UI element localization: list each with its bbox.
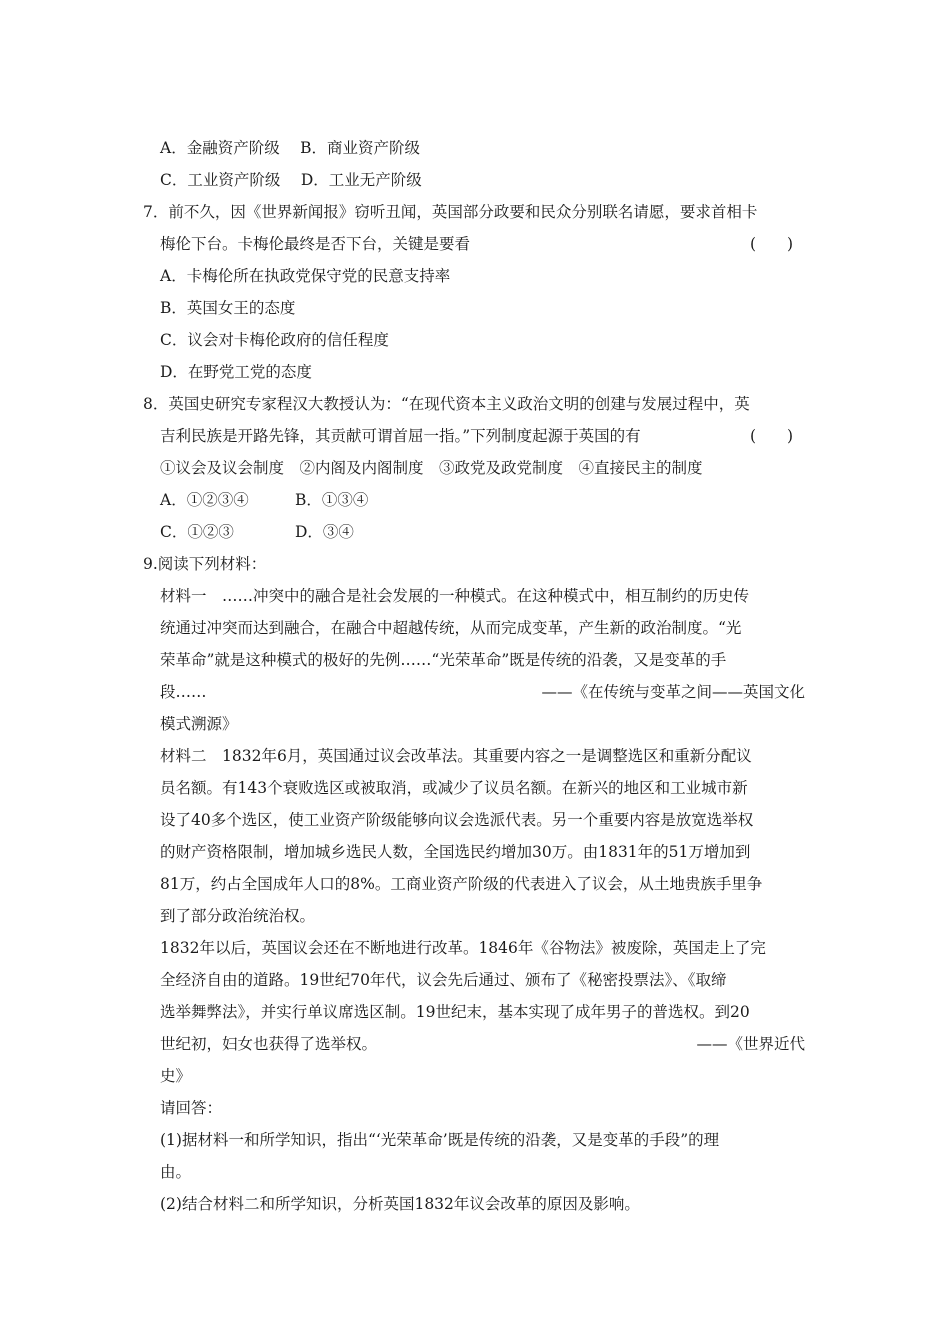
q6-option-a[interactable]: A．金融资产阶级 (160, 139, 280, 157)
q7-stem-line2: 梅伦下台。卡梅伦最终是否下台，关键是要看 (160, 235, 471, 253)
q8-option-c[interactable]: C．①②③ (160, 523, 234, 541)
q9-sub1-line2: 由。 (160, 1163, 192, 1181)
q9-material1-source-cont: 模式溯源》 (160, 715, 238, 733)
q9-material2-source-cont: 史》 (160, 1067, 192, 1085)
q9-material1-line3: 荣革命”就是这种模式的极好的先例……“光荣革命”既是传统的沿袭，又是变革的手 (160, 651, 727, 669)
q9-material2-line6: 到了部分政治统治权。 (160, 907, 316, 925)
q7-stem-line1: 7．前不久，因《世界新闻报》窃听丑闻，英国部分政要和民众分别联名请愿，要求首相卡 (143, 203, 758, 221)
q9-sub1-line1: (1)据材料一和所学知识，指出“‘光荣革命’既是传统的沿袭，又是变革的手段”的理 (160, 1131, 720, 1149)
q8-option-d[interactable]: D．③④ (295, 523, 354, 541)
q8-option-a[interactable]: A．①②③④ (160, 491, 249, 509)
q8-answer-blank: ( ) (750, 427, 794, 445)
q9-material1-line2: 统通过冲突而达到融合，在融合中超越传统，从而完成变革，产生新的政治制度。“光 (160, 619, 742, 637)
q9-material2-line9: 选举舞弊法》，并实行单议席选区制。19世纪末，基本实现了成年男子的普选权。到20 (160, 1003, 750, 1021)
q7-option-a[interactable]: A．卡梅伦所在执政党保守党的民意支持率 (160, 267, 451, 285)
q9-sub2: (2)结合材料二和所学知识，分析英国1832年议会改革的原因及影响。 (160, 1195, 640, 1213)
q9-ask: 请回答： (160, 1099, 223, 1117)
q9-material2-line2: 员名额。有143个衰败选区或被取消，或减少了议员名额。在新兴的地区和工业城市新 (160, 779, 748, 797)
q7-option-d[interactable]: D．在野党工党的态度 (160, 363, 312, 381)
q6-options-row1 (160, 138, 420, 158)
q7-answer-blank: ( ) (750, 235, 794, 253)
q8-option-b[interactable]: B．①③④ (295, 491, 369, 509)
q6-option-d[interactable]: D．工业无产阶级 (300, 171, 422, 189)
q9-heading: 9.阅读下列材料： (143, 555, 267, 573)
q9-material2-line8: 全经济自由的道路。19世纪70年代，议会先后通过、颁布了《秘密投票法》、《取缔 (160, 971, 727, 989)
q7-option-c[interactable]: C．议会对卡梅伦政府的信任程度 (160, 331, 389, 349)
q9-material1-line1: 材料一 ……冲突中的融合是社会发展的一种模式。在这种模式中，相互制约的历史传 (160, 587, 750, 605)
q6-option-c[interactable]: C．工业资产阶级 (160, 171, 281, 189)
q8-stem-line1: 8．英国史研究专家程汉大教授认为：“在现代资本主义政治文明的创建与发展过程中，英 (143, 395, 750, 413)
q9-material2-line3: 设了40多个选区，使工业资产阶级能够向议会选派代表。另一个重要内容是放宽选举权 (160, 811, 754, 829)
q9-material2-line10: 世纪初，妇女也获得了选举权。 (160, 1035, 378, 1053)
q9-material2-line7: 1832年以后，英国议会还在不断地进行改革。1846年《谷物法》被废除，英国走上了完 (160, 939, 766, 957)
q6-options-row2 (160, 170, 422, 190)
q8-stem-line2: 吉利民族是开路先锋，其贡献可谓首屈一指。”下列制度起源于英国的有 (160, 427, 641, 445)
q6-option-b[interactable]: B．商业资产阶级 (300, 139, 421, 157)
q7-option-b[interactable]: B．英国女王的态度 (160, 299, 296, 317)
q9-material1-line4: 段…… (160, 683, 207, 701)
q9-material1-source: ——《在传统与变革之间——英国文化 (541, 683, 805, 701)
q9-material2-line5: 81万，约占全国成年人口的8%。工商业资产阶级的代表进入了议会，从土地贵族手里争 (160, 875, 763, 893)
q9-material2-source: ——《世界近代 (696, 1035, 805, 1053)
q9-material2-line4: 的财产资格限制，增加城乡选民人数，全国选民约增加30万。由1831年的51万增加到 (160, 843, 751, 861)
q9-material2-line1: 材料二 1832年6月，英国通过议会改革法。其重要内容之一是调整选区和重新分配议 (160, 747, 752, 765)
q8-items: ①议会及议会制度 ②内阁及内阁制度 ③政党及政党制度 ④直接民主的制度 (160, 459, 703, 477)
